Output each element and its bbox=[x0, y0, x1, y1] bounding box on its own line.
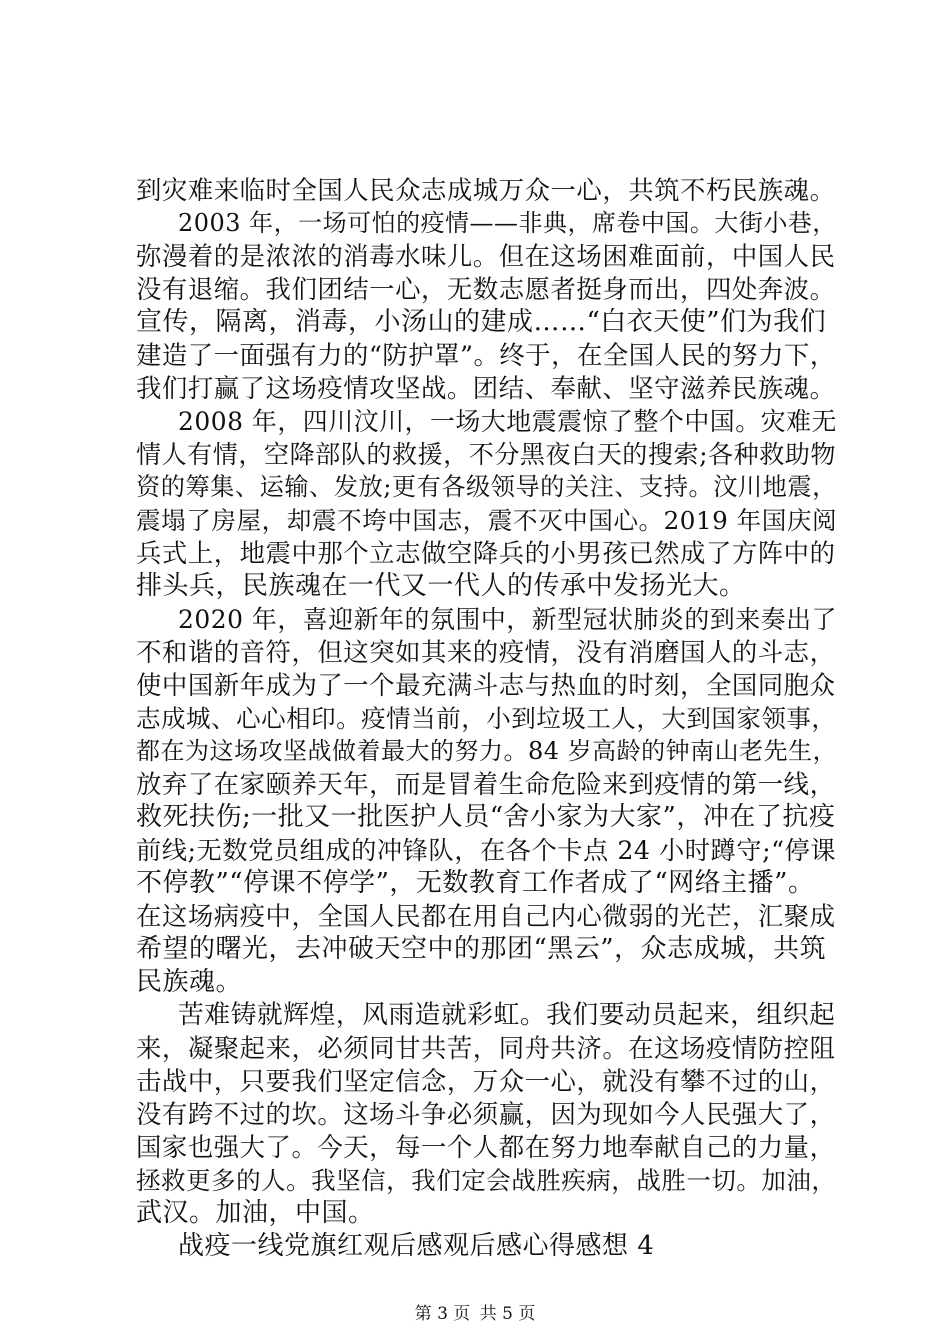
paragraph-start-line: 2003 年，一场可怕的疫情——非典，席卷中国。大街小巷， bbox=[178, 209, 837, 237]
paragraph-start-line: 苦难铸就辉煌，风雨造就彩虹。我们要动员起来，组织起 bbox=[178, 1000, 836, 1030]
body-text-line: 国家也强大了。今天，每一个人都在努力地奉献自己的力量， bbox=[136, 1132, 836, 1162]
body-text-line: 情人有情，空降部队的救援，不分黑夜白天的搜索;各种救助物 bbox=[136, 440, 836, 469]
body-text-line: 弥漫着的是浓浓的消毒水味儿。但在这场困难面前，中国人民 bbox=[136, 241, 836, 271]
body-text-line: 志成城、心心相印。疫情当前，小到垃圾工人，大到国家领事， bbox=[136, 704, 837, 733]
page-total: 共 5 页 bbox=[479, 1304, 536, 1324]
body-text-line: 在这场病疫中，全国人民都在用自己内心微弱的光芒，汇聚成 bbox=[136, 901, 836, 931]
body-text-line: 前线;无数党员组成的冲锋队，在各个卡点 24 小时蹲守;“停课 bbox=[136, 836, 837, 865]
body-text-line: 宣传，隔离，消毒，小汤山的建成……“白衣天使”们为我们 bbox=[136, 307, 827, 337]
section-heading-line: 战疫一线党旗红观后感观后感心得感想 4 bbox=[178, 1231, 655, 1261]
page-footer bbox=[0, 1302, 950, 1326]
body-text-line: 资的筹集、运输、发放;更有各级领导的关注、支持。汶川地震， bbox=[136, 473, 837, 501]
body-text-line: 民族魂。 bbox=[136, 967, 243, 997]
body-text-line: 排头兵，民族魂在一代又一代人的传承中发扬光大。 bbox=[136, 571, 746, 601]
body-text-line: 希望的曙光，去冲破天空中的那团“黑云”，众志成城，共筑 bbox=[136, 934, 827, 964]
body-text-line: 到灾难来临时全国人民众志成城万众一心，共筑不朽民族魂。 bbox=[136, 175, 836, 205]
paragraph-start-line: 2020 年，喜迎新年的氛围中，新型冠状肺炎的到来奏出了 bbox=[178, 605, 837, 634]
body-text-line: 没有退缩。我们团结一心，无数志愿者挺身而出，四处奔波。 bbox=[136, 274, 836, 304]
body-text-line: 使中国新年成为了一个最充满斗志与热血的时刻，全国同胞众 bbox=[136, 670, 836, 700]
body-text-line: 放弃了在家颐养天年，而是冒着生命危险来到疫情的第一线， bbox=[136, 769, 836, 799]
body-text-line: 武汉。加油，中国。 bbox=[136, 1198, 375, 1228]
page-number: 第 3 页 bbox=[414, 1304, 471, 1324]
body-text-line: 不停教”“停课不停学”，无数教育工作者成了“网络主播”。 bbox=[136, 868, 815, 898]
paragraph-start-line: 2008 年，四川汶川，一场大地震震惊了整个中国。灾难无 bbox=[178, 407, 837, 436]
body-text-line: 震塌了房屋，却震不垮中国志，震不灭中国心。2019 年国庆阅 bbox=[136, 506, 838, 535]
body-text-line: 来，凝聚起来，必须同甘共苦，同舟共济。在这场疫情防控阻 bbox=[136, 1033, 836, 1063]
body-text-line: 没有跨不过的坎。这场斗争必须赢，因为现如今人民强大了， bbox=[136, 1099, 836, 1129]
body-text-line: 建造了一面强有力的“防护罩”。终于，在全国人民的努力下， bbox=[136, 340, 836, 370]
body-text-line: 拯救更多的人。我坚信，我们定会战胜疾病，战胜一切。加油， bbox=[136, 1166, 837, 1195]
body-text-line: 不和谐的音符，但这突如其来的疫情，没有消磨国人的斗志， bbox=[136, 637, 836, 667]
body-text-line: 救死扶伤;一批又一批医护人员“舍小家为大家”，冲在了抗疫 bbox=[136, 802, 836, 832]
body-text-line: 都在为这场攻坚战做着最大的努力。84 岁高龄的钟南山老先生， bbox=[136, 737, 838, 765]
body-text-line: 我们打赢了这场疫情攻坚战。团结、奉献、坚守滋养民族魂。 bbox=[136, 373, 836, 403]
body-text-line: 兵式上，地震中那个立志做空降兵的小男孩已然成了方阵中的 bbox=[136, 538, 836, 568]
body-text-line: 击战中，只要我们坚定信念，万众一心，就没有攀不过的山， bbox=[136, 1066, 836, 1096]
